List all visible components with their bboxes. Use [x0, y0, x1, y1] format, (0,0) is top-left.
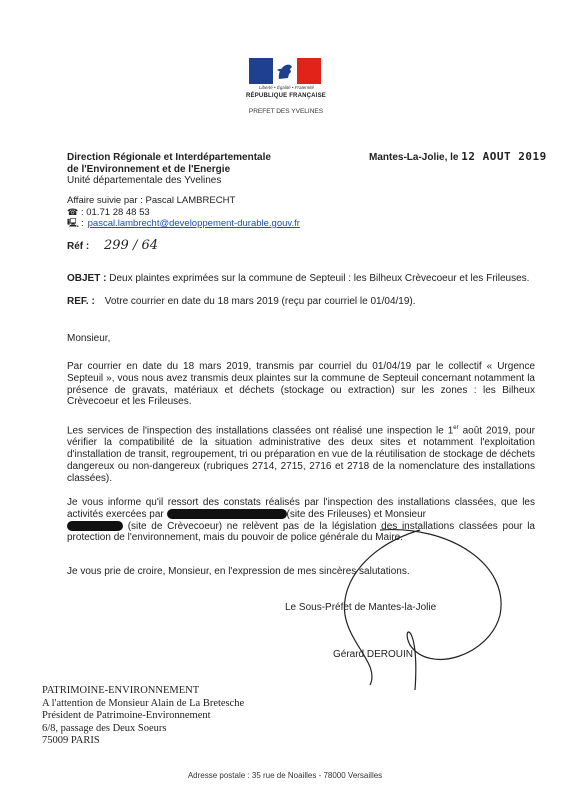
case-handler: Affaire suivie par : Pascal LAMBRECHT [67, 195, 236, 206]
subject-line [67, 273, 535, 286]
flag-red-band [297, 58, 321, 84]
subject-text: Deux plaintes exprimées sur la commune de Septeuil : les Bilheux Crèvecoeur et les Frileuses. [106, 273, 530, 284]
paragraph-4: Je vous prie de croire, Monsieur, en l'expression de mes sincères salutations. [67, 566, 410, 577]
place-date [369, 150, 547, 163]
flag-blue-band [249, 58, 273, 84]
ref-text: Votre courrier en date du 18 mars 2019 (reçu par courriel le 01/04/19). [104, 296, 416, 307]
postal-address-footer: Adresse postale : 35 rue de Noailles - 78000 Versailles [187, 771, 383, 780]
signer-title: Le Sous-Préfet de Mantes-la-Jolie [285, 602, 437, 613]
redacted-name-1 [167, 509, 287, 519]
sender-line-1: Direction Régionale et Interdépartementale [67, 152, 271, 163]
phone-number: : 01.71 28 48 53 [81, 206, 150, 218]
flag-white-band [273, 58, 297, 84]
ref-label: REF. : [67, 296, 95, 307]
contact-block: Affaire suivie par : Pascal LAMBRECHT ☎ : 01.71 28 48 53 🖳 : pascal.lambrecht@developpement-durable.gouv.fr [67, 195, 300, 229]
paragraph-3: Je vous informe qu'il ressort des constats réalisés par l'inspection des installations classées, que les activités exercées par (site des Frileuses) et Monsieur (site de Crèvecoeur) ne relèvent pas de la législation des installations classées pour la protection de l'environnement, mais du pouvoir de police générale du Maire. [67, 497, 535, 544]
reference-number: 299 / 64 [104, 238, 159, 253]
phone-icon: ☎ [67, 206, 79, 217]
prefecture-name: PREFET DES YVELINES [248, 108, 324, 115]
signer-name: Gérard DEROUIN [333, 649, 414, 660]
email-link[interactable]: pascal.lambrecht@developpement-durable.gouv.fr [87, 218, 300, 229]
place: Mantes-La-Jolie, le [369, 152, 459, 163]
salutation: Monsieur, [67, 333, 111, 344]
sender-line-3: Unité départementale des Yvelines [67, 175, 222, 186]
reference-line [67, 238, 158, 253]
stamped-date: 12 AOUT 2019 [461, 150, 547, 163]
recipient-address: PATRIMOINE-ENVIRONNEMENT A l'attention de Monsieur Alain de La Bretesche Président de Patrimoine-Environnement 6/8, passage des Deux Soeurs 75009 PARIS [42, 685, 245, 747]
republic-motto: Liberté • Égalité • Fraternité [259, 85, 314, 90]
reference-label: Réf : [67, 241, 90, 252]
computer-icon: 🖳 [67, 218, 80, 228]
paragraph-1: Par courrier en date du 18 mars 2019, transmis par courriel du 01/04/19 par le collectif « Urgence Septeuil », vous nous avez transmis deux plaintes sur la commune de Septeuil concernant notamment la présence de gravats, matériaux et déchets (stockage ou extraction) sur les zones : les Bilheux Crèvecoeur et les Frileuses. [67, 361, 535, 408]
republique-francaise: RÉPUBLIQUE FRANÇAISE [245, 93, 326, 99]
sender-line-2: de l'Environnement et de l'Energie [67, 163, 231, 175]
sender-block [67, 152, 271, 187]
paragraph-2: Les services de l'inspection des installations classées ont réalisé une inspection le 1er août 2019, pour vérifier la compatibilité de la situation administrative des deux sites et notamment l'exploitation d'installation de transit, regroupement, tri ou préparation en vue de la réutilisation de stockage de déchets dangereux ou non-dangereux (rubriques 2714, 2715, 2716 et 2718 de la nomenclature des installations classées). [67, 425, 535, 484]
subject-label: OBJET : [67, 273, 107, 284]
redacted-name-2 [67, 521, 123, 531]
marianne-profile-icon [275, 61, 295, 81]
ref-line [67, 296, 535, 309]
marianne-logo [249, 58, 321, 84]
